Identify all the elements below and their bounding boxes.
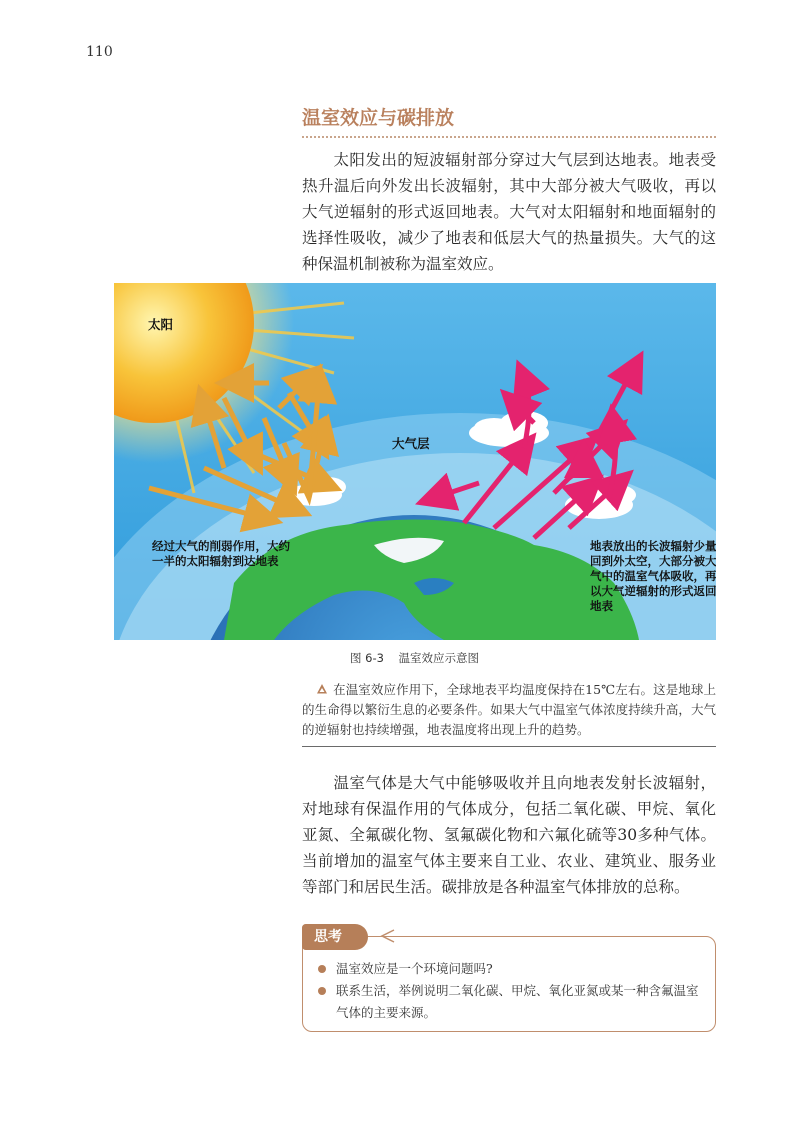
- think-question-text: 温室效应是一个环境问题吗?: [336, 961, 493, 976]
- think-question: [318, 980, 708, 1024]
- paragraph-intro: [302, 147, 716, 277]
- paragraph-greenhouse-gases-text: 温室气体是大气中能够吸收并且向地表发射长波辐射，对地球有保温作用的气体成分，包括二氧化碳、甲烷、氧化亚氮、全氟碳化物、氢氟碳化物和六氟化硫等30多种气体。当前增加的温室气体主要来自工业、农业、建筑业、服务业等部门和居民生活。碳排放是各种温室气体排放的总称。: [302, 774, 716, 896]
- arrow-left-icon: [380, 928, 396, 944]
- figure-note-text: 在温室效应作用下，全球地表平均温度保持在15℃左右。这是地球上的生命得以繁衍生息的必要条件。如果大气中温室气体浓度持续升高，大气的逆辐射也持续增强，地表温度将出现上升的趋势。: [302, 682, 716, 737]
- label-sun: 太阳: [148, 317, 174, 332]
- label-solar-reaching-surface: 经过大气的削弱作用，大约一半的太阳辐射到达地表: [152, 539, 290, 568]
- section-title: 温室效应与碳排放: [302, 103, 716, 138]
- label-atmosphere: 大气层: [392, 436, 430, 451]
- think-title: 思考: [302, 924, 368, 950]
- paragraph-intro-text: 太阳发出的短波辐射部分穿过大气层到达地表。地表受热升温后向外发出长波辐射，其中大部分被大气吸收，再以大气逆辐射的形式返回地表。大气对太阳辐射和地面辐射的选择性吸收，减少了地表和低层大气的热量损失。大气的这种保温机制被称为温室效应。: [302, 151, 716, 273]
- label-longwave-radiation: 地表放出的长波辐射少量回到外太空，大部分被大气中的温室气体吸收，再以大气逆辐射的形式返回地表: [590, 539, 716, 613]
- think-question: [318, 958, 708, 980]
- page-number: 110: [86, 44, 113, 60]
- figure-caption: 图 6-3 温室效应示意图: [350, 651, 480, 665]
- think-questions: [318, 958, 708, 1024]
- figure-note: [302, 680, 716, 747]
- bullet-icon: [318, 965, 326, 973]
- greenhouse-effect-figure: [114, 283, 716, 640]
- think-question-text: 联系生活，举例说明二氧化碳、甲烷、氧化亚氮或某一种含氟温室气体的主要来源。: [336, 983, 699, 1020]
- bullet-icon: [318, 987, 326, 995]
- triangle-bullet-icon: [316, 683, 328, 695]
- paragraph-greenhouse-gases: [302, 770, 716, 900]
